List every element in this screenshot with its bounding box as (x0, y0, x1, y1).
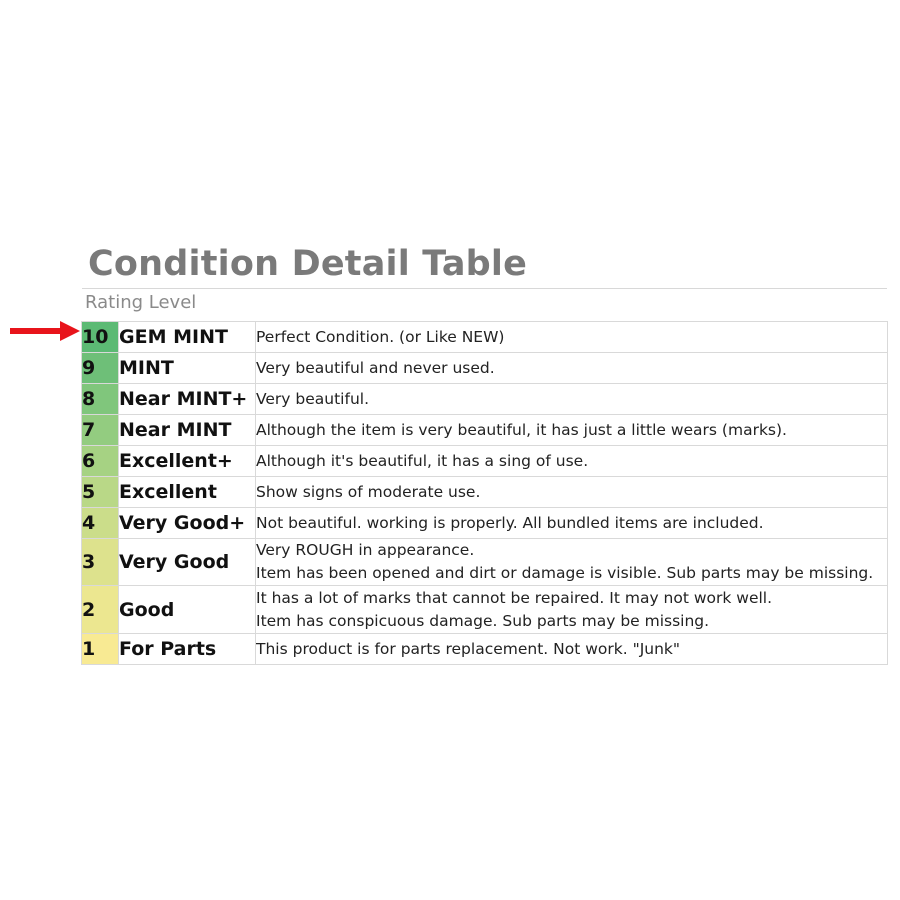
rating-description-cell (256, 353, 888, 384)
rating-number: 2 (82, 598, 96, 621)
rating-level-cell (82, 415, 119, 446)
rating-name: Excellent+ (119, 450, 233, 472)
rating-name: For Parts (119, 638, 217, 660)
rating-number: 1 (82, 638, 96, 660)
rating-name: Excellent (119, 481, 217, 503)
condition-table (81, 321, 888, 665)
rating-name: Good (119, 598, 175, 621)
description-line: Item has been opened and dirt or damage is visible. Sub parts may be missing. (256, 564, 874, 582)
rating-number: 7 (82, 419, 96, 441)
rating-number: 9 (82, 357, 96, 379)
description-line: Very beautiful. (256, 390, 370, 408)
rating-name-cell (119, 446, 256, 477)
rating-name-cell (119, 353, 256, 384)
rating-name: MINT (119, 357, 174, 379)
rating-description-cell (256, 586, 888, 634)
rating-level-cell (82, 477, 119, 508)
description-line: Show signs of moderate use. (256, 483, 481, 501)
description-line: Although the item is very beautiful, it has just a little wears (marks). (256, 421, 787, 439)
description-line: This product is for parts replacement. Not work. "Junk" (256, 640, 681, 658)
rating-name: Very Good (119, 551, 230, 573)
rating-number: 10 (82, 326, 109, 348)
description-line: Item has conspicuous damage. Sub parts may be missing. (256, 611, 710, 630)
rating-level-cell (82, 384, 119, 415)
table-row (82, 477, 888, 508)
rating-description-cell (256, 446, 888, 477)
rating-name: GEM MINT (119, 326, 228, 348)
table-row (82, 539, 888, 586)
rating-name: Very Good+ (119, 512, 246, 534)
table-row (82, 446, 888, 477)
rating-description-cell (256, 384, 888, 415)
table-row (82, 384, 888, 415)
table-row (82, 322, 888, 353)
red-arrow-icon (10, 320, 80, 342)
rating-level-cell (82, 322, 119, 353)
description-line: Although it's beautiful, it has a sing of use. (256, 452, 589, 470)
rating-description-cell (256, 477, 888, 508)
rating-name-cell (119, 539, 256, 586)
rating-name-cell (119, 415, 256, 446)
rating-level-cell (82, 353, 119, 384)
title-divider (82, 288, 887, 289)
rating-level-cell (82, 634, 119, 665)
rating-number: 4 (82, 512, 96, 534)
rating-name-cell (119, 634, 256, 665)
rating-name-cell (119, 477, 256, 508)
rating-description-cell (256, 322, 888, 353)
rating-name-cell (119, 322, 256, 353)
table-subtitle: Rating Level (85, 292, 197, 313)
description-line: Very beautiful and never used. (256, 359, 495, 377)
rating-level-cell (82, 586, 119, 634)
page-title: Condition Detail Table (88, 244, 528, 284)
table-row (82, 508, 888, 539)
rating-number: 5 (82, 481, 96, 503)
condition-table-body (82, 322, 888, 665)
rating-description-cell (256, 508, 888, 539)
rating-description-cell (256, 634, 888, 665)
rating-number: 6 (82, 450, 96, 472)
rating-name-cell (119, 384, 256, 415)
description-line: Very ROUGH in appearance. (256, 541, 475, 559)
rating-name-cell (119, 508, 256, 539)
table-row (82, 353, 888, 384)
description-line: Perfect Condition. (or Like NEW) (256, 328, 505, 346)
table-row (82, 634, 888, 665)
description-line: It has a lot of marks that cannot be repaired. It may not work well. (256, 588, 773, 607)
table-row (82, 586, 888, 634)
rating-number: 3 (82, 551, 96, 573)
rating-name: Near MINT+ (119, 388, 248, 410)
rating-level-cell (82, 446, 119, 477)
rating-description-cell (256, 415, 888, 446)
rating-name: Near MINT (119, 419, 232, 441)
rating-description-cell (256, 539, 888, 586)
description-line: Not beautiful. working is properly. All bundled items are included. (256, 514, 764, 532)
table-row (82, 415, 888, 446)
rating-level-cell (82, 539, 119, 586)
rating-number: 8 (82, 388, 96, 410)
rating-level-cell (82, 508, 119, 539)
rating-name-cell (119, 586, 256, 634)
